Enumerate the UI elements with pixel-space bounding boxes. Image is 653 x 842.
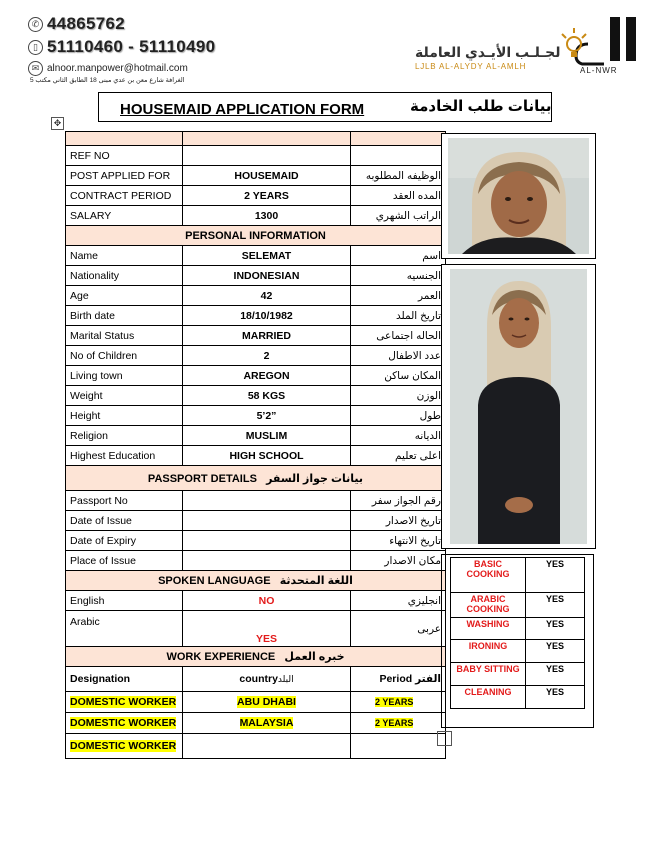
col-country-en: country <box>239 673 278 685</box>
mobile-icon: ▯ <box>28 40 43 55</box>
table-row <box>66 266 446 286</box>
designation-cell <box>66 713 183 734</box>
field-label: SALARY <box>66 206 183 226</box>
field-label: Date of Issue <box>66 511 183 531</box>
skill-name: ARABIC COOKING <box>451 593 526 618</box>
country: MALAYSIA <box>239 717 294 729</box>
col-country-ar: البلد <box>277 674 294 684</box>
period: 2 YEARS <box>375 718 414 728</box>
field-label: Marital Status <box>66 326 183 346</box>
experience-row <box>66 713 446 734</box>
field-value: 58 KGS <box>183 386 351 406</box>
country: ABU DHABI <box>237 696 296 708</box>
field-label: POST APPLIED FOR <box>66 166 183 186</box>
application-table <box>65 131 446 759</box>
section-title-en: PASSPORT DETAILS <box>147 472 257 485</box>
field-value: NO <box>183 591 351 611</box>
table-row <box>66 446 446 466</box>
field-value: MARRIED <box>183 326 351 346</box>
table-row <box>66 386 446 406</box>
field-label-ar: الديانه <box>351 426 446 446</box>
field-value: YES <box>183 611 351 647</box>
section-title-ar: اللغة المتحدثة <box>279 575 353 587</box>
field-value: 2 <box>183 346 351 366</box>
skill-row <box>451 618 585 640</box>
section-header-passport <box>66 466 446 491</box>
field-label: Living town <box>66 366 183 386</box>
field-label-ar: عربى <box>351 611 446 647</box>
skill-value: YES <box>526 640 585 663</box>
skills-table <box>450 557 585 709</box>
field-label-ar: رقم الجواز سفر <box>351 491 446 511</box>
field-label: CONTRACT PERIOD <box>66 186 183 206</box>
table-top-bar <box>66 132 446 146</box>
email: alnoor.manpower@hotmail.com <box>47 63 188 74</box>
field-label-ar: الوظيفه المطلوبه <box>351 166 446 186</box>
field-label: Birth date <box>66 306 183 326</box>
skill-name: BABY SITTING <box>451 663 526 686</box>
title-arabic: بيانات طلب الخادمة <box>410 98 552 115</box>
field-label: Weight <box>66 386 183 406</box>
email-icon: ✉ <box>28 61 43 76</box>
skill-name: WASHING <box>451 618 526 640</box>
phone-icon: ✆ <box>28 17 43 32</box>
field-label: Passport No <box>66 491 183 511</box>
table-row <box>66 246 446 266</box>
table-row <box>66 326 446 346</box>
address: الغرافة شارع معن بن عدي مبنى 18 الطابق الثاني مكتب 5 <box>30 77 185 84</box>
field-label-ar: اسم <box>351 246 446 266</box>
title-english: HOUSEMAID APPLICATION FORM <box>120 101 365 118</box>
skill-value: YES <box>526 558 585 593</box>
table-row <box>66 346 446 366</box>
field-label-ar: اعلى تعليم <box>351 446 446 466</box>
table-row <box>66 306 446 326</box>
col-country <box>183 667 351 692</box>
country-cell <box>183 713 351 734</box>
experience-row <box>66 692 446 713</box>
phones-row <box>28 37 215 57</box>
field-label: Religion <box>66 426 183 446</box>
field-label: Name <box>66 246 183 266</box>
section-title: PERSONAL INFORMATION <box>66 226 446 246</box>
field-label: Place of Issue <box>66 551 183 571</box>
experience-header-row <box>66 667 446 692</box>
field-value <box>183 531 351 551</box>
table-row <box>66 426 446 446</box>
field-value <box>183 511 351 531</box>
field-label-ar: تاريخ الانتهاء <box>351 531 446 551</box>
portrait-photo-frame <box>441 133 596 259</box>
table-row <box>66 591 446 611</box>
skill-name: CLEANING <box>451 686 526 709</box>
skill-row <box>451 686 585 709</box>
col-period <box>351 667 446 692</box>
logo-subtitle: AL-NWR <box>580 66 618 75</box>
portrait-photo <box>442 134 595 258</box>
field-label-ar: عدد الاطفال <box>351 346 446 366</box>
field-label-ar: طول <box>351 406 446 426</box>
col-period-en: Period <box>379 673 413 685</box>
phone-main-row <box>28 14 125 34</box>
designation: DOMESTIC WORKER <box>70 696 177 708</box>
field-label-ar: الجنسيه <box>351 266 446 286</box>
field-value <box>183 551 351 571</box>
section-title-en: WORK EXPERIENCE <box>166 651 276 663</box>
field-label: Height <box>66 406 183 426</box>
designation: DOMESTIC WORKER <box>70 717 177 729</box>
phone-main: 44865762 <box>47 14 126 33</box>
field-value: 1300 <box>183 206 351 226</box>
period: 2 YEARS <box>375 697 414 707</box>
skill-value: YES <box>526 593 585 618</box>
field-label-ar: مكان الاصدار <box>351 551 446 571</box>
section-header-personal <box>66 226 446 246</box>
field-label: Nationality <box>66 266 183 286</box>
experience-row <box>66 734 446 759</box>
skill-name: BASIC COOKING <box>451 558 526 593</box>
designation-cell <box>66 734 183 759</box>
section-title-ar: بيانات جواز السفر <box>266 472 364 485</box>
designation-cell <box>66 692 183 713</box>
table-row <box>66 551 446 571</box>
field-value <box>183 146 351 166</box>
table-row <box>66 366 446 386</box>
field-label-ar: المده العقد <box>351 186 446 206</box>
table-row <box>66 146 446 166</box>
table-row <box>66 531 446 551</box>
company-logo-icon <box>548 14 640 68</box>
field-label-ar: تاريخ الملد <box>351 306 446 326</box>
section-title <box>66 466 446 491</box>
field-value: INDONESIAN <box>183 266 351 286</box>
field-label: English <box>66 591 183 611</box>
period-cell <box>351 734 446 759</box>
field-label-ar: الراتب الشهري <box>351 206 446 226</box>
field-label: Date of Expiry <box>66 531 183 551</box>
field-value: 2 YEARS <box>183 186 351 206</box>
section-title <box>66 571 446 591</box>
table-row <box>66 511 446 531</box>
skill-row <box>451 640 585 663</box>
table-row <box>66 186 446 206</box>
skill-row <box>451 558 585 593</box>
col-period-ar: الفتر <box>415 673 441 685</box>
field-label-ar: المكان ساكن <box>351 366 446 386</box>
logo-english: LJLB AL-ALYDY AL-AMLH <box>415 62 527 71</box>
section-title-ar: خبره العمل <box>284 651 345 663</box>
section-header-experience <box>66 647 446 667</box>
field-label-ar: تاريخ الاصدار <box>351 511 446 531</box>
field-value: SELEMAT <box>183 246 351 266</box>
field-label-ar: العمر <box>351 286 446 306</box>
field-label-ar: الوزن <box>351 386 446 406</box>
empty-box <box>437 731 452 746</box>
full-photo <box>442 265 595 548</box>
table-move-handle-icon[interactable]: ✥ <box>51 117 64 130</box>
logo-arabic: لجـلـب الأيـدي العاملة <box>415 44 561 60</box>
designation: DOMESTIC WORKER <box>70 740 177 752</box>
period-cell <box>351 692 446 713</box>
table-row <box>66 491 446 511</box>
field-value: 42 <box>183 286 351 306</box>
skill-name: IRONING <box>451 640 526 663</box>
table-row <box>66 206 446 226</box>
field-label: Highest Education <box>66 446 183 466</box>
email-row <box>28 61 188 76</box>
skill-row <box>451 593 585 618</box>
section-title <box>66 647 446 667</box>
field-value: 5’2” <box>183 406 351 426</box>
field-label-ar: الحاله اجتماعى <box>351 326 446 346</box>
table-row <box>66 406 446 426</box>
full-photo-frame <box>441 264 596 549</box>
country-cell <box>183 692 351 713</box>
field-value: HIGH SCHOOL <box>183 446 351 466</box>
table-row <box>66 166 446 186</box>
field-label: Age <box>66 286 183 306</box>
field-value: HOUSEMAID <box>183 166 351 186</box>
table-row <box>66 611 446 647</box>
field-label: No of Children <box>66 346 183 366</box>
country-cell <box>183 734 351 759</box>
section-header-language <box>66 571 446 591</box>
field-value <box>183 491 351 511</box>
field-label: REF NO <box>66 146 183 166</box>
field-label: Arabic <box>66 611 183 647</box>
section-title-en: SPOKEN LANGUAGE <box>158 575 271 587</box>
field-label-ar <box>351 146 446 166</box>
skill-value: YES <box>526 663 585 686</box>
skill-row <box>451 663 585 686</box>
phones: 51110460 - 51110490 <box>47 37 216 56</box>
field-value: MUSLIM <box>183 426 351 446</box>
skill-value: YES <box>526 686 585 709</box>
field-value: AREGON <box>183 366 351 386</box>
field-value: 18/10/1982 <box>183 306 351 326</box>
period-cell <box>351 713 446 734</box>
skill-value: YES <box>526 618 585 640</box>
col-designation: Designation <box>66 667 183 692</box>
field-label-ar: انجليزي <box>351 591 446 611</box>
table-row <box>66 286 446 306</box>
